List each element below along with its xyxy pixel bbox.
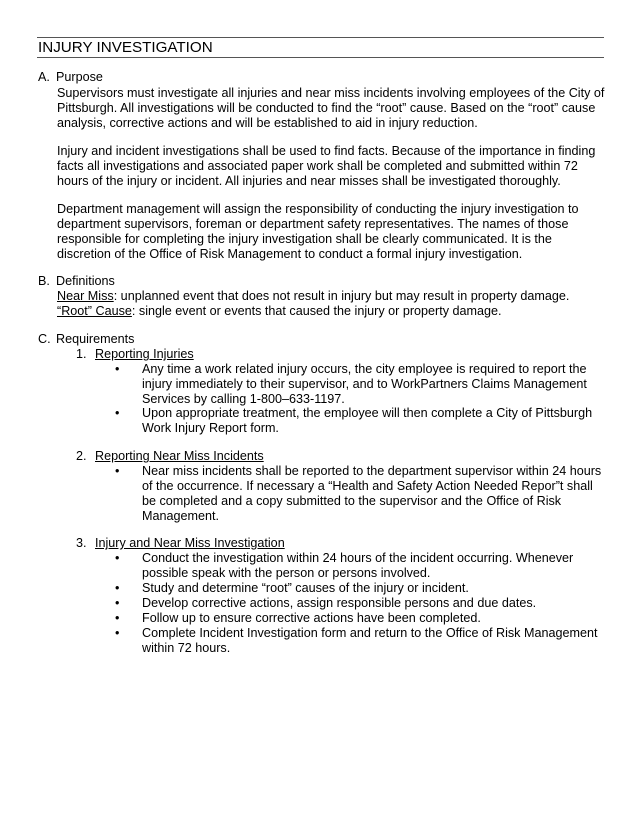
bullet-icon: •	[115, 581, 120, 595]
title-top-rule	[37, 37, 604, 38]
purpose-p2-line: Injury and incident investigations shall be used to find facts. Because of the importance in finding	[57, 144, 596, 158]
bullet-text-line: Complete Incident Investigation form and return to the Office of Risk Management	[142, 626, 598, 640]
requirement-number: 3.	[76, 536, 87, 550]
bullet-text-line: Near miss incidents shall be reported to the department supervisor within 24 hours	[142, 464, 602, 478]
section-c-heading: Requirements	[56, 332, 135, 346]
bullet-text-line: Follow up to ensure corrective actions have been completed.	[142, 611, 481, 625]
purpose-p3-line: responsible for completing the injury investigation shall be clearly communicated. It is the	[57, 232, 552, 246]
section-c-label: C.	[38, 332, 51, 346]
bullet-text-line: Study and determine “root” causes of the injury or incident.	[142, 581, 469, 595]
bullet-text-line: Work Injury Report form.	[142, 421, 279, 435]
purpose-p3-line: Department management will assign the responsibility of conducting the injury investigation to	[57, 202, 579, 216]
bullet-text-line: Upon appropriate treatment, the employee will then complete a City of Pittsburgh	[142, 406, 593, 420]
bullet-icon: •	[115, 464, 120, 478]
purpose-p2-line: hours of the injury or incident. All injuries and near misses shall be investigated thoroughly.	[57, 174, 561, 188]
definition-term: “Root” Cause	[57, 304, 132, 318]
section-a-heading: Purpose	[56, 70, 103, 84]
bullet-text-line: injury immediately to their supervisor, and to WorkPartners Claims Management	[142, 377, 587, 391]
title-bottom-rule	[37, 57, 604, 58]
definition-text: : single event or events that caused the injury or property damage.	[131, 304, 502, 318]
requirement-number: 1.	[76, 347, 87, 361]
section-a-label: A.	[38, 70, 50, 84]
bullet-icon: •	[115, 611, 120, 625]
bullet-icon: •	[115, 551, 120, 565]
definition-near-miss	[57, 288, 569, 304]
page-title: INJURY INVESTIGATION	[38, 39, 213, 56]
requirement-title: Injury and Near Miss Investigation	[95, 536, 285, 550]
requirement-title: Reporting Near Miss Incidents	[95, 449, 264, 463]
bullet-text-line: possible speak with the person or persons involved.	[142, 566, 431, 580]
purpose-p1-line: Pittsburgh. All investigations will be conducted to find the “root” cause. Based on the “root” cause	[57, 101, 596, 115]
purpose-p2-line: facts all investigations and associated paper work shall be completed and submitted within 72	[57, 159, 578, 173]
bullet-text-line: Develop corrective actions, assign responsible persons and due dates.	[142, 596, 537, 610]
section-b-heading: Definitions	[56, 274, 115, 288]
purpose-p1-line: analysis, corrective actions and will be established to aid in injury reduction.	[57, 116, 478, 130]
bullet-text-line: Services by calling 1-800–633-1197.	[142, 392, 345, 406]
bullet-text-line: Conduct the investigation within 24 hours of the incident occurring. Whenever	[142, 551, 574, 565]
bullet-text-line: be completed and a copy submitted to the supervisor and the Office of Risk	[142, 494, 562, 508]
bullet-icon: •	[115, 362, 120, 376]
requirement-title: Reporting Injuries	[95, 347, 194, 361]
purpose-p3-line: discretion of the Office of Risk Management to conduct a formal injury investigation.	[57, 247, 523, 261]
bullet-text-line: Any time a work related injury occurs, the city employee is required to report the	[142, 362, 587, 376]
definition-text: : unplanned event that does not result in injury but may result in property damage.	[113, 289, 570, 303]
bullet-icon: •	[115, 626, 120, 640]
bullet-icon: •	[115, 596, 120, 610]
requirement-number: 2.	[76, 449, 87, 463]
definition-root-cause	[57, 303, 502, 319]
bullet-text-line: Management.	[142, 509, 220, 523]
purpose-p3-line: department supervisors, foreman or department safety representatives. The names of those	[57, 217, 569, 231]
purpose-p1-line: Supervisors must investigate all injuries and near miss incidents involving employees of the City of	[57, 86, 605, 100]
section-b-label: B.	[38, 274, 50, 288]
bullet-text-line: of the occurrence. If necessary a “Health and Safety Action Needed Repor”t shall	[142, 479, 593, 493]
bullet-text-line: within 72 hours.	[142, 641, 231, 655]
definition-term: Near Miss	[57, 289, 114, 303]
bullet-icon: •	[115, 406, 120, 420]
